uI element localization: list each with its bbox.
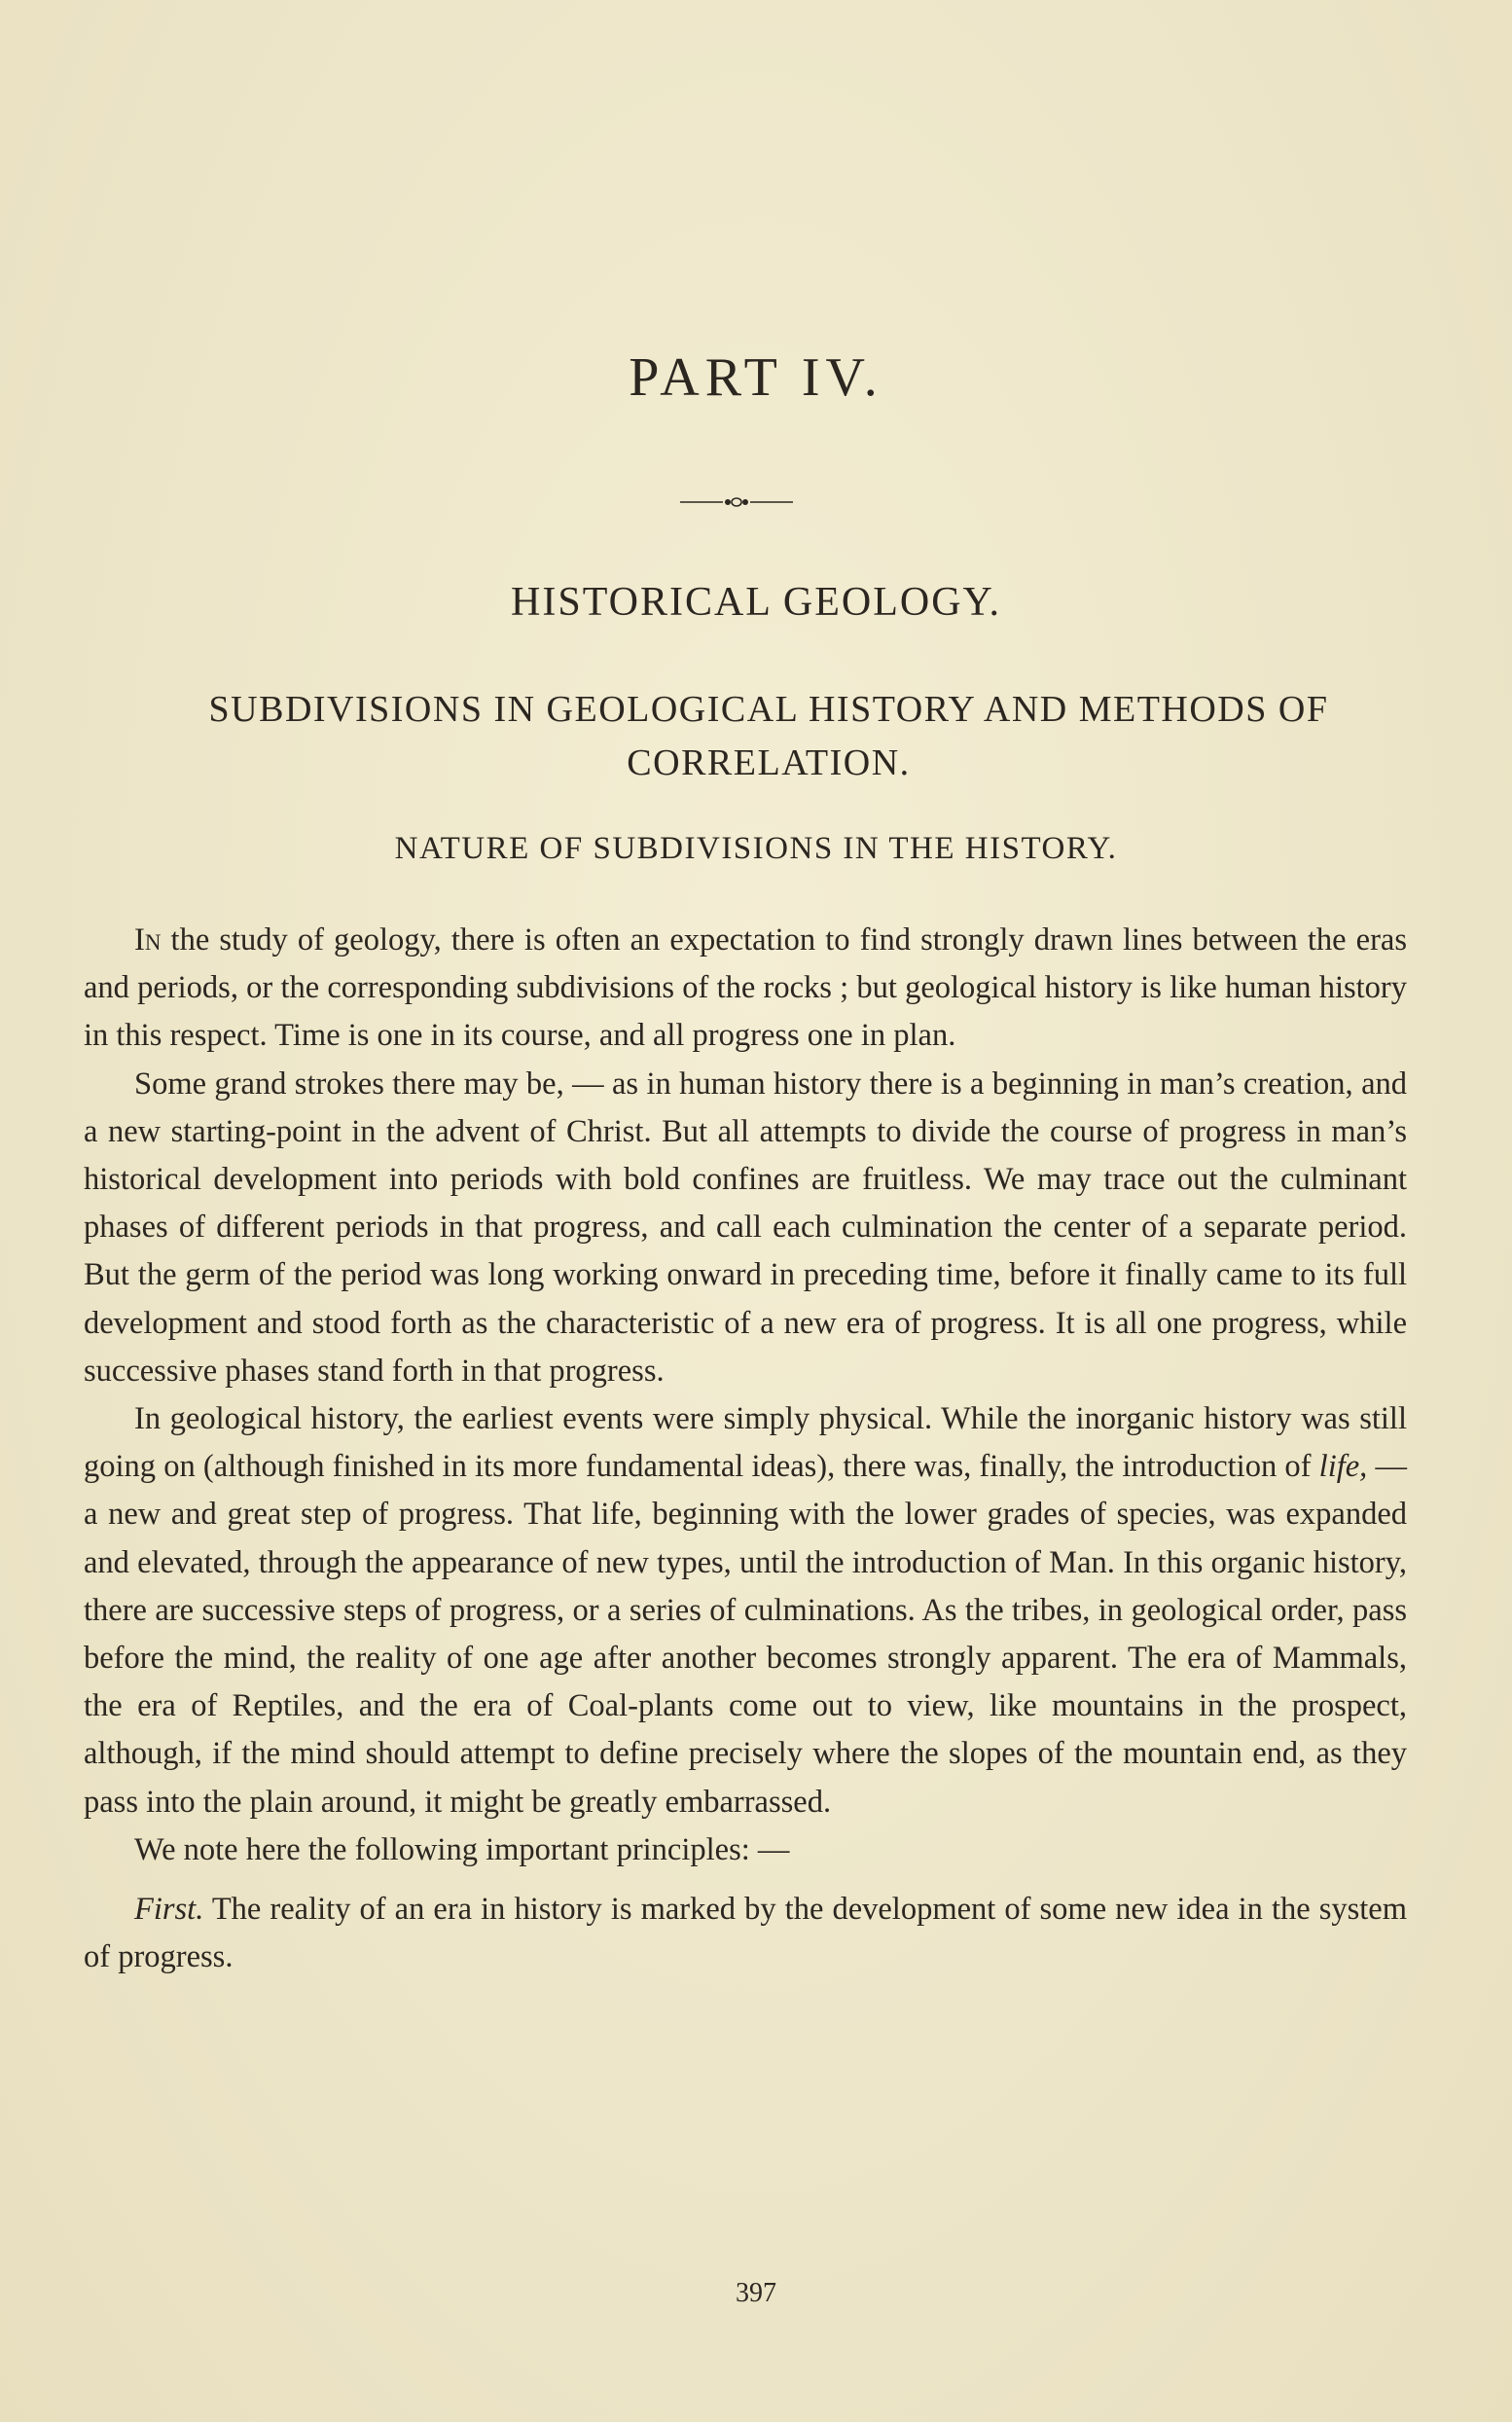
paragraph-4: We note here the following important principles: —	[134, 1831, 790, 1867]
paragraph-3-after: — a new and great step of progress. That life, beginning with the lower grades of species, was expanded and elevated, through the appearance of new types, until the introduction of Man. In this organic history, there are successive steps of progress, or a series of culminations. As the tribes, in geological order, pass before the mind, the reality of one age after another becomes strongly apparent. The era of Mammals, the era of Reptiles, and the era of Coal-plants come out to view, like mountains in the prospect, although, if the mind should attempt to define precisely where the slopes of the mountain end, as they pass into the plain around, it might be greatly embarrassed.	[84, 1449, 1408, 1820]
part-title: PART IV.	[629, 347, 883, 408]
ornament-divider	[678, 492, 795, 512]
paragraph-3	[84, 1395, 1407, 1826]
section-heading: NATURE OF SUBDIVISIONS IN THE HISTORY.	[394, 831, 1118, 866]
paragraph-5-lead: First.	[134, 1892, 204, 1928]
paragraph-1-text: the study of geology, there is often an expectation to find strongly drawn lines between the eras and periods, or the corresponding subdivisions of the rocks ; but geological history is like human history in this respect. Time is one in its course, and all progress one in plan.	[84, 922, 1407, 1054]
page-number: 397	[736, 2278, 776, 2308]
paragraph-3-before: In geological history, the earliest events were simply physical. While the inorganic history was still going on (although finished in its more fundamental ideas), there was, finally, the introduction of	[84, 1401, 1407, 1485]
paragraph-3-italic: life,	[1318, 1449, 1368, 1485]
paragraph-2: Some grand strokes there may be, — as in human history there is a beginning in man’s creation, and a new starting-point in the advent of Christ. But all attempts to divide the course of progress in man’s historical development into periods with bold confines are fruitless. We may trace out the culminant phases of different periods in that progress, and call each culmination the center of a separate period. But the germ of the period was long working onward in preceding time, before it finally came to its full development and stood forth as the characteristic of a new era of progress. It is all one progress, while successive phases stand forth in that progress.	[84, 1066, 1407, 1389]
paragraph-1	[84, 917, 1407, 1061]
paragraph-5	[84, 1886, 1407, 1981]
paragraph-5-text: The reality of an era in history is marked by the development of some new idea in the system of progress.	[84, 1892, 1407, 1975]
body-text	[84, 917, 1407, 1981]
section-title: HISTORICAL GEOLOGY.	[511, 580, 1001, 625]
paragraph-1-lead: In	[134, 922, 162, 958]
chapter-subtitle: SUBDIVISIONS IN GEOLOGICAL HISTORY AND METHODS OF CORRELATION.	[208, 689, 1329, 783]
